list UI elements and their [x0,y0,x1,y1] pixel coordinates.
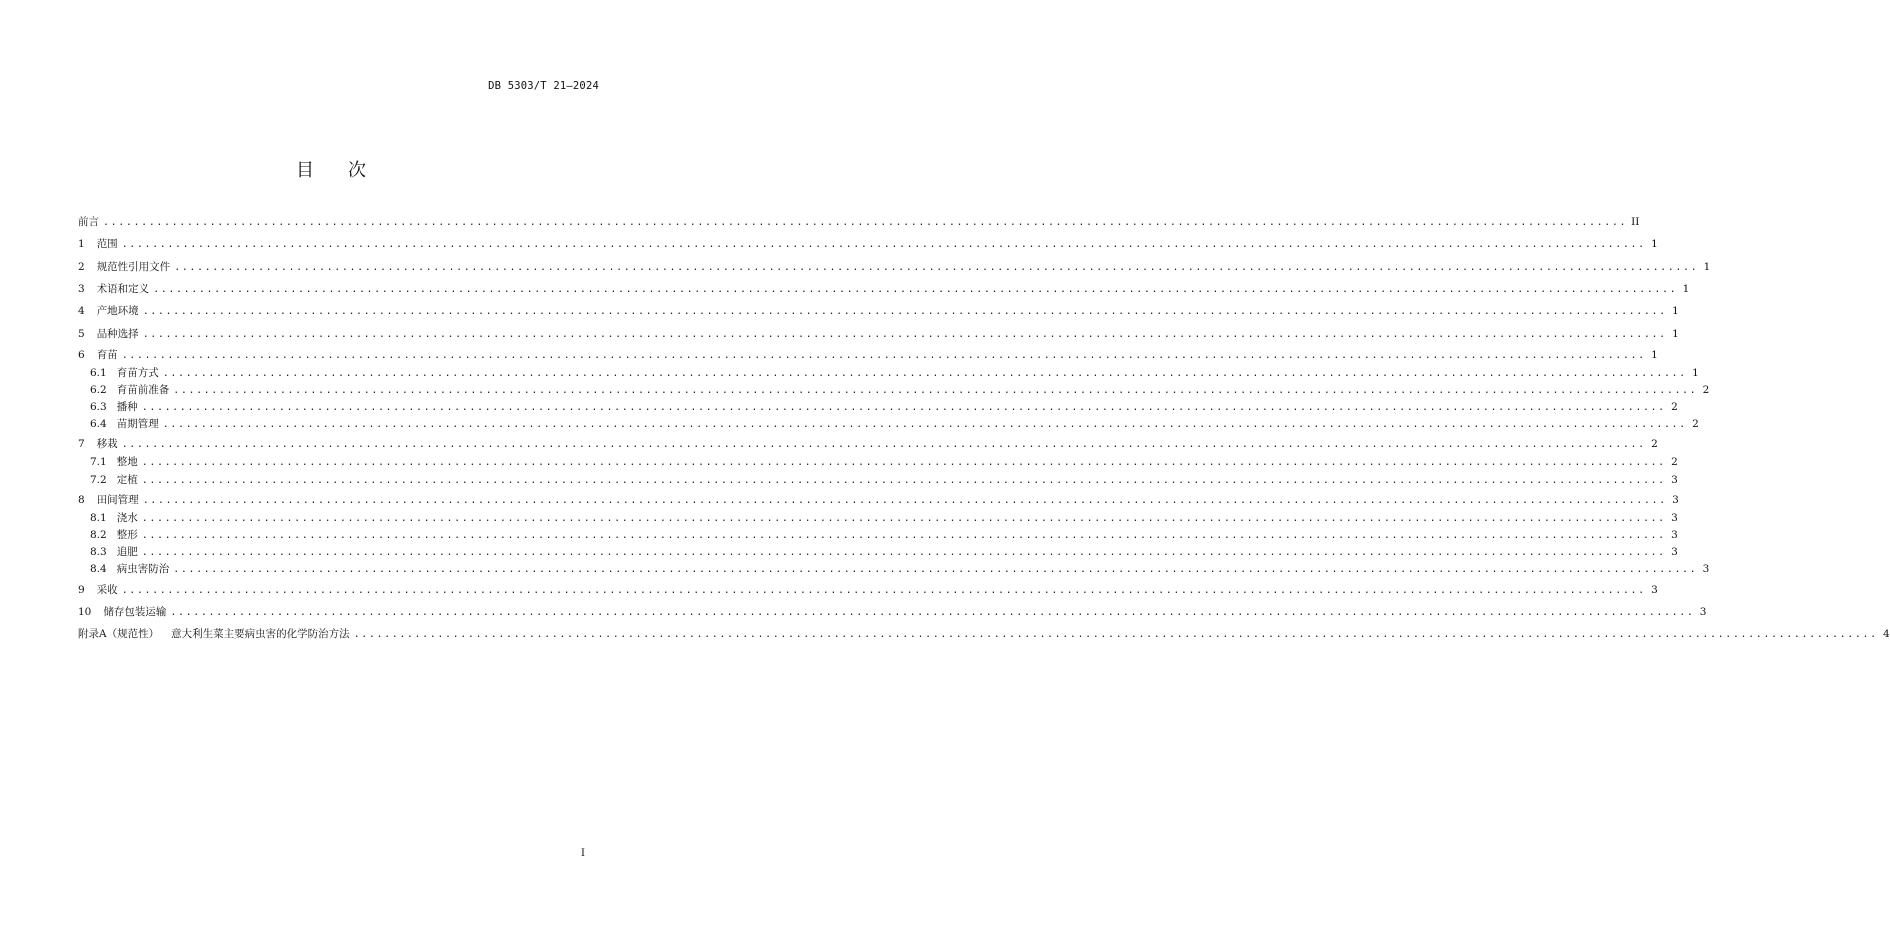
toc-entry-number: 6.1 [90,367,107,379]
toc-entry-title: 病虫害防治 [116,563,170,575]
toc-entry-page: 3 [1671,546,1678,558]
toc-entry-number: 6 [78,349,85,361]
toc-entry-number: 8.3 [90,546,107,558]
toc-entry-title: 规范性引用文件 [96,261,171,273]
toc-entry-title: 育苗前准备 [116,384,170,396]
toc-leader-dots: ........................................................................................................................................................................................................ [162,419,1687,430]
toc-leader-dots: ........................................................................................................................................................................................................ [141,513,1666,524]
toc-leader-dots: ........................................................................................................................................................................................................ [141,475,1666,486]
toc-entry-page: 1 [1672,328,1679,340]
toc-entry-number: 8.1 [90,512,107,524]
toc-entry-page: 2 [1671,401,1678,413]
toc-leader-dots: ........................................................................................................................................................................................................ [173,385,1698,396]
toc-entry-title: 苗期管理 [116,418,159,430]
toc-entry-page: 1 [1672,305,1679,317]
toc-leader-dots: ........................................................................................................................................................................................................ [141,457,1666,468]
toc-entry-number: 7 [78,438,85,450]
toc-entry-number: 10 [78,606,92,618]
toc-entry-number: 5 [78,328,85,340]
toc-entry[interactable] [90,510,1678,526]
toc-entry-page: 2 [1651,438,1658,450]
toc-leader-dots: ........................................................................................................................................................................................................ [174,262,1699,273]
toc-entry[interactable] [78,259,1711,275]
toc-entry-number: 3 [78,283,85,295]
toc-entry-number: 8.2 [90,529,107,541]
toc-leader-dots: ........................................................................................................................................................................................................ [173,564,1698,575]
toc-entry-title: 浇水 [116,512,138,524]
toc-entry-title: 移栽 [96,438,118,450]
toc-leader-dots: ........................................................................................................................................................................................................ [142,495,1667,506]
toc-entry-page: 1 [1651,349,1658,361]
toc-leader-dots: ........................................................................................................................................................................................................ [141,530,1666,541]
toc-entry-number: 7.2 [90,474,107,486]
toc-entry-title: 育苗方式 [116,367,159,379]
toc-entry-number: 8.4 [90,563,107,575]
toc-entry-title: 育苗 [96,349,118,361]
toc-entry-page: 3 [1671,474,1678,486]
toc-leader-dots: ........................................................................................................................................................................................................ [142,329,1667,340]
toc-entry-number: 9 [78,584,85,596]
toc-entry[interactable] [90,472,1678,488]
toc-entry-page: 3 [1702,563,1710,575]
toc-entry-number: 6.2 [90,384,107,396]
toc-entry-page: 1 [1692,367,1699,379]
toc-entry[interactable] [90,561,1710,577]
toc-entry[interactable] [78,236,1658,252]
toc-entry-page: 1 [1682,283,1690,295]
toc-entry[interactable] [90,527,1678,543]
toc-entry-title: 定植 [116,474,138,486]
toc-entry-title: 前言 [78,216,99,228]
toc-entry[interactable] [90,382,1710,398]
toc-entry-title: 播种 [116,401,138,413]
toc-entry[interactable] [78,492,1679,508]
toc-entry[interactable] [78,214,1640,230]
toc-entry-page: II [1631,216,1640,228]
toc-entry-number: 6.3 [90,401,107,413]
toc-entry-page: 4 [1883,628,1890,640]
toc-entry-title: 追肥 [116,546,138,558]
toc-entry-number: 6.4 [90,418,107,430]
toc-leader-dots: ........................................................................................................................................................................................................ [170,607,1695,618]
toc-entry-page: 1 [1651,238,1658,250]
toc-entry[interactable] [78,326,1679,342]
toc-entry[interactable] [78,347,1658,363]
toc-leader-dots: ........................................................................................................................................................................................................ [121,239,1646,250]
toc-entry-title: 术语和定义 [96,283,150,295]
toc-entry-title: 意大利生菜主要病虫害的化学防治方法 [171,628,350,640]
toc-entry-page: 3 [1699,606,1707,618]
toc-leader-dots: ........................................................................................................................................................................................................ [141,402,1666,413]
toc-leader-dots: ........................................................................................................................................................................................................ [153,284,1678,295]
toc-entry[interactable] [90,399,1678,415]
toc-entry[interactable] [78,582,1658,598]
toc-entry-page: 2 [1671,456,1678,468]
page-title: 目次 [296,160,400,181]
toc-leader-dots: ........................................................................................................................................................................................................ [121,350,1646,361]
toc-entry-page: 3 [1671,512,1678,524]
page-number: I [581,848,585,859]
toc-entry[interactable] [90,416,1699,432]
toc-leader-dots: ........................................................................................................................................................................................................ [142,306,1667,317]
toc-entry-number: 8 [78,494,85,506]
toc-entry[interactable] [90,365,1699,381]
toc-entry-number: 2 [78,261,85,273]
toc-entry-page: 2 [1692,418,1699,430]
toc-leader-dots: ........................................................................................................................................................................................................ [353,629,1878,640]
toc-entry-number: 4 [78,305,85,317]
toc-entry[interactable] [78,281,1690,297]
doc-code: DB 5303/T 21—2024 [488,80,599,92]
toc-entry[interactable] [78,604,1707,620]
toc-entry-title: 整形 [116,529,138,541]
toc-leader-dots: ........................................................................................................................................................................................................ [121,585,1646,596]
toc-leader-dots: ........................................................................................................................................................................................................ [103,217,1628,228]
toc-entry-page: 3 [1651,584,1658,596]
toc-entry-title: 范围 [96,238,118,250]
toc-entry-title: 田间管理 [96,494,139,506]
toc-entry-title: 储存包装运输 [103,606,167,618]
toc-entry-number: 附录A（规范性） [78,628,160,640]
toc-entry-page: 3 [1671,529,1678,541]
toc-entry-title: 整地 [116,456,138,468]
toc-entry[interactable] [78,626,1890,642]
toc-entry-number: 7.1 [90,456,107,468]
toc-leader-dots: ........................................................................................................................................................................................................ [141,547,1666,558]
toc-leader-dots: ........................................................................................................................................................................................................ [162,368,1687,379]
toc-entry[interactable] [90,454,1678,470]
toc-entry-title: 品种选择 [96,328,139,340]
toc-entry[interactable] [90,544,1678,560]
toc-entry-title: 产地环境 [96,305,139,317]
toc-leader-dots: ........................................................................................................................................................................................................ [121,439,1646,450]
toc-entry-page: 3 [1672,494,1679,506]
toc-entry[interactable] [78,436,1658,452]
toc-entry-page: 1 [1703,261,1711,273]
toc-entry-number: 1 [78,238,85,250]
toc-entry-title: 采收 [96,584,118,596]
toc-entry-page: 2 [1702,384,1710,396]
toc-entry[interactable] [78,303,1679,319]
